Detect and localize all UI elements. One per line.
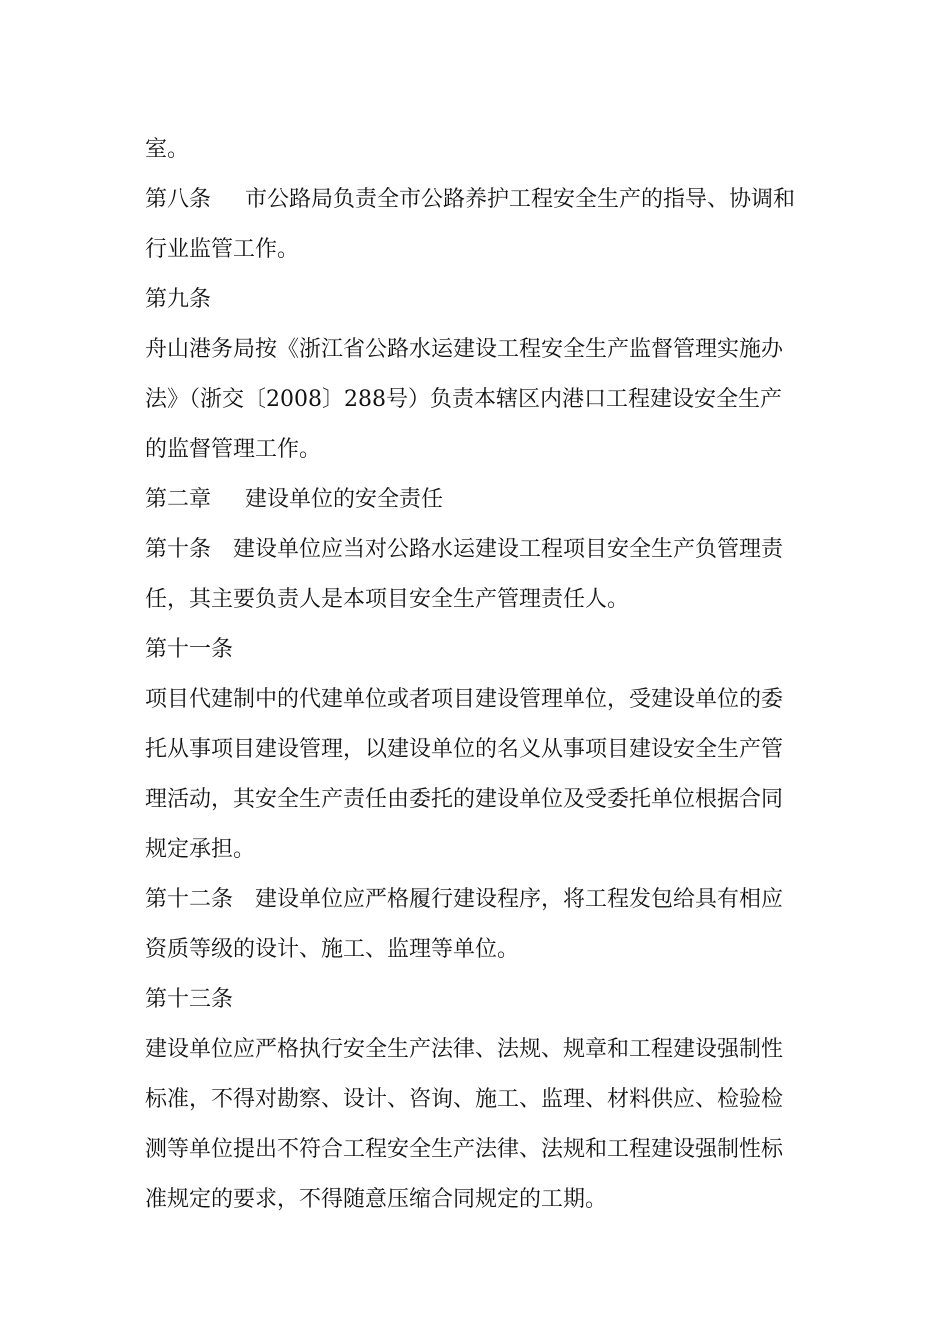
article-10-text: 建设单位应当对公路水运建设工程项目安全生产负管理责 bbox=[233, 537, 784, 562]
article-11-text: 规定承担。 bbox=[145, 837, 256, 862]
article-11-line-1 bbox=[145, 675, 810, 725]
continuation-text: 室。 bbox=[145, 137, 190, 162]
article-8-number: 第八条 bbox=[145, 187, 212, 212]
article-12-line-1 bbox=[145, 875, 810, 925]
article-11-text: 托从事项目建设管理，以建设单位的名义从事项目建设安全生产管 bbox=[145, 737, 784, 762]
article-10-line-1 bbox=[145, 525, 810, 575]
article-12-number: 第十二条 bbox=[145, 887, 234, 912]
article-10-number: 第十条 bbox=[145, 537, 212, 562]
article-9-number: 第九条 bbox=[145, 287, 212, 312]
article-11-line-3 bbox=[145, 775, 810, 825]
article-12-text: 建设单位应严格履行建设程序，将工程发包给具有相应 bbox=[255, 887, 784, 912]
article-11-number: 第十一条 bbox=[145, 637, 234, 662]
chapter-2-number: 第二章 bbox=[145, 487, 212, 512]
article-9-text: 舟山港务局按《浙江省公路水运建设工程安全生产监督管理实施办 bbox=[145, 337, 784, 362]
article-9-text: 法》（浙交〔2008〕288号）负责本辖区内港口工程建设安全生产 bbox=[145, 387, 782, 412]
article-8-text: 行业监管工作。 bbox=[145, 237, 300, 262]
article-13-line-4 bbox=[145, 1175, 810, 1225]
article-8-text: 市公路局负责全市公路养护工程安全生产的指导、协调和 bbox=[245, 187, 796, 212]
article-13-number: 第十三条 bbox=[145, 987, 234, 1012]
article-13-text: 标准，不得对勘察、设计、咨询、施工、监理、材料供应、检验检 bbox=[145, 1087, 784, 1112]
article-11-line-2 bbox=[145, 725, 810, 775]
article-13-line-2 bbox=[145, 1075, 810, 1125]
article-9-heading bbox=[145, 275, 810, 325]
article-9-text: 的监督管理工作。 bbox=[145, 437, 322, 462]
article-9-line-1 bbox=[145, 325, 810, 375]
chapter-2-heading bbox=[145, 475, 810, 525]
article-12-text: 资质等级的设计、施工、监理等单位。 bbox=[145, 937, 520, 962]
article-10-line-2 bbox=[145, 575, 810, 625]
text-line bbox=[145, 125, 810, 175]
article-11-text: 项目代建制中的代建单位或者项目建设管理单位，受建设单位的委 bbox=[145, 687, 784, 712]
article-13-text: 准规定的要求，不得随意压缩合同规定的工期。 bbox=[145, 1187, 608, 1212]
article-13-line-3 bbox=[145, 1125, 810, 1175]
article-11-text: 理活动，其安全生产责任由委托的建设单位及受委托单位根据合同 bbox=[145, 787, 784, 812]
article-11-heading bbox=[145, 625, 810, 675]
article-13-text: 测等单位提出不符合工程安全生产法律、法规和工程建设强制性标 bbox=[145, 1137, 784, 1162]
article-8-line-2 bbox=[145, 225, 810, 275]
article-12-line-2 bbox=[145, 925, 810, 975]
article-13-heading bbox=[145, 975, 810, 1025]
article-13-line-1 bbox=[145, 1025, 810, 1075]
document-body bbox=[145, 125, 810, 1225]
article-8-line-1 bbox=[145, 175, 810, 225]
article-9-line-2 bbox=[145, 375, 810, 425]
article-10-text: 任，其主要负责人是本项目安全生产管理责任人。 bbox=[145, 587, 630, 612]
article-11-line-4 bbox=[145, 825, 810, 875]
chapter-2-title: 建设单位的安全责任 bbox=[245, 487, 444, 512]
article-13-text: 建设单位应严格执行安全生产法律、法规、规章和工程建设强制性 bbox=[145, 1037, 784, 1062]
article-9-line-3 bbox=[145, 425, 810, 475]
